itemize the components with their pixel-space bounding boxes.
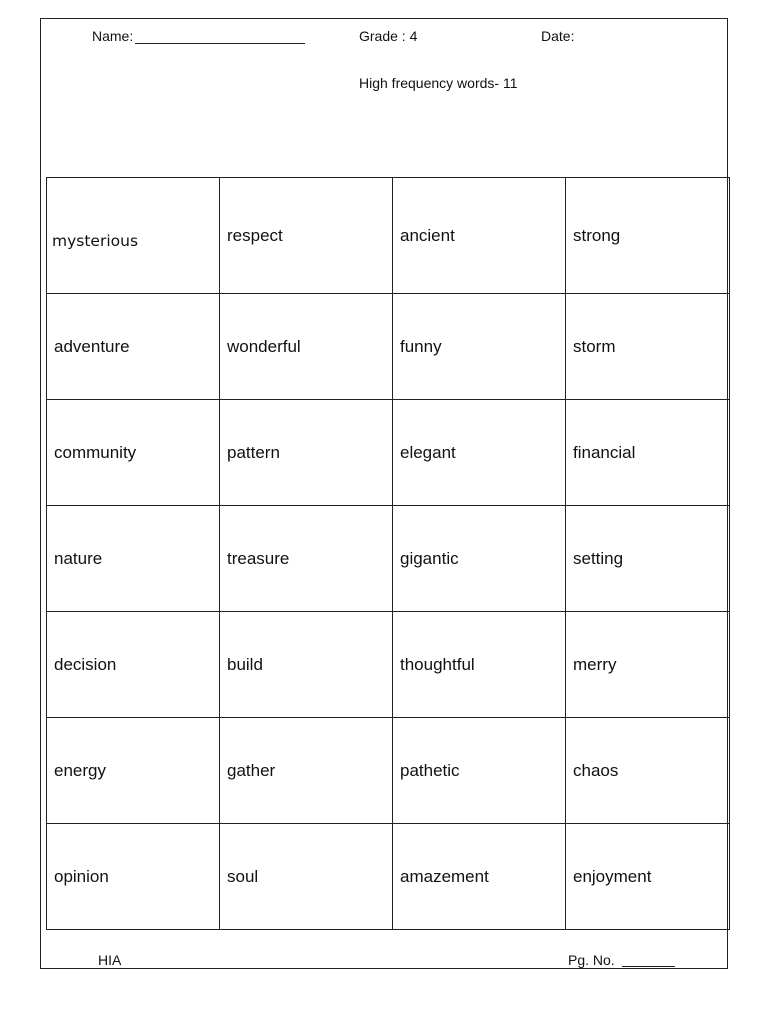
word-cell: mysterious xyxy=(47,178,220,294)
worksheet-subtitle: High frequency words- 11 xyxy=(359,75,518,91)
word-cell: opinion xyxy=(47,824,220,930)
word-cell: adventure xyxy=(47,294,220,400)
word-cell: ancient xyxy=(393,178,566,294)
word-cell: enjoyment xyxy=(566,824,730,930)
table-row xyxy=(47,400,730,506)
name-label: Name: xyxy=(92,28,134,44)
word-cell: build xyxy=(220,612,393,718)
word-cell: merry xyxy=(566,612,730,718)
name-blank-line xyxy=(135,43,305,44)
word-cell: community xyxy=(47,400,220,506)
word-cell: amazement xyxy=(393,824,566,930)
table-row xyxy=(47,824,730,930)
word-cell: thoughtful xyxy=(393,612,566,718)
word-cell: setting xyxy=(566,506,730,612)
word-cell: elegant xyxy=(393,400,566,506)
word-cell: energy xyxy=(47,718,220,824)
word-cell: pathetic xyxy=(393,718,566,824)
table-row xyxy=(47,506,730,612)
word-cell: soul xyxy=(220,824,393,930)
word-table xyxy=(46,177,730,930)
table-row xyxy=(47,178,730,294)
word-cell: treasure xyxy=(220,506,393,612)
grade-label: Grade : 4 xyxy=(359,28,418,44)
page-number-label: Pg. No. xyxy=(568,952,615,968)
word-cell: storm xyxy=(566,294,730,400)
word-cell: wonderful xyxy=(220,294,393,400)
footer-school-label: HIA xyxy=(98,952,122,968)
word-cell: financial xyxy=(566,400,730,506)
word-cell: pattern xyxy=(220,400,393,506)
word-cell: gigantic xyxy=(393,506,566,612)
table-row xyxy=(47,718,730,824)
page-number-blank-line xyxy=(622,966,675,967)
word-cell: nature xyxy=(47,506,220,612)
word-cell: respect xyxy=(220,178,393,294)
word-cell: decision xyxy=(47,612,220,718)
word-cell: funny xyxy=(393,294,566,400)
date-label: Date: xyxy=(541,28,575,44)
word-cell: strong xyxy=(566,178,730,294)
word-cell: chaos xyxy=(566,718,730,824)
table-row xyxy=(47,612,730,718)
table-row xyxy=(47,294,730,400)
word-cell: gather xyxy=(220,718,393,824)
